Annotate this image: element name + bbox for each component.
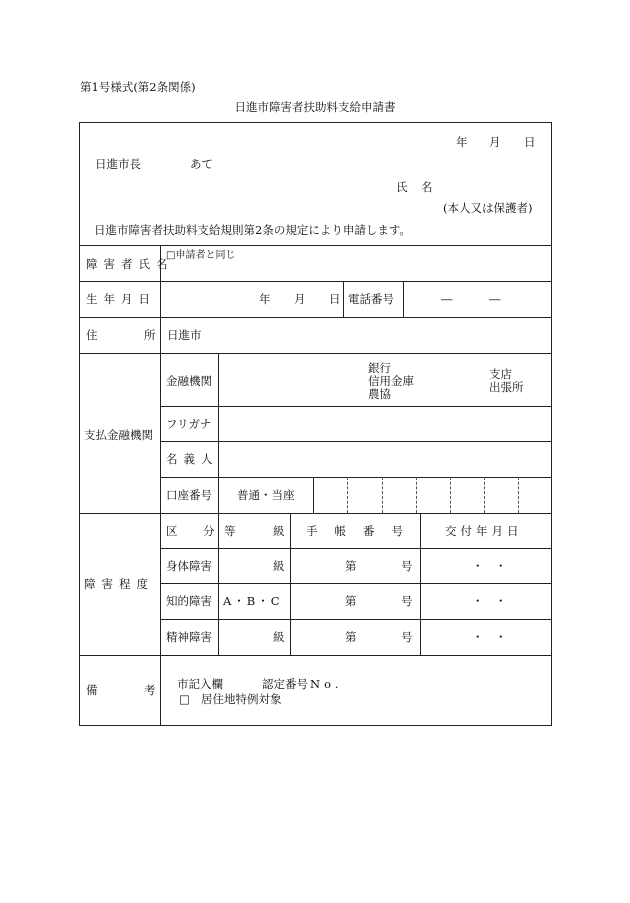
physical-go: 号 (401, 559, 413, 573)
intellectual-dai: 第 (345, 594, 357, 608)
col-grade-a: 等 (224, 524, 236, 538)
applicant-name-mei: 名 (421, 180, 433, 194)
col-issue-date: 交付年月日 (445, 524, 523, 538)
mental-go: 号 (401, 630, 413, 644)
intellectual-grade[interactable]: A・B・C (223, 594, 282, 608)
physical-issue-date: ・ ・ (472, 559, 507, 573)
form-number: 第1号様式(第2条関係) (80, 80, 196, 94)
remarks-label-a: 備 (86, 683, 98, 697)
phone-dash-1: ― (441, 292, 453, 306)
account-type[interactable]: 普通・当座 (237, 488, 295, 502)
addressee: 日進市長 (95, 157, 141, 171)
furigana-label: フリガナ (166, 417, 212, 431)
intellectual-go: 号 (401, 594, 413, 608)
cert-number-label: 認定番号 (262, 677, 308, 691)
cert-no: No. (310, 677, 343, 691)
birth-day: 日 (329, 292, 341, 306)
bank-type-0: 銀行 (368, 361, 391, 375)
address-label-b: 所 (144, 328, 156, 342)
form-title: 日進市障害者扶助料支給申請書 (234, 100, 396, 114)
col-grade-b: 級 (273, 524, 285, 538)
physical-grade: 級 (273, 559, 285, 573)
bank-type-2: 農協 (368, 387, 391, 401)
disability-type-physical: 身体障害 (166, 559, 212, 573)
applicant-note: (本人又は保護者) (443, 201, 533, 215)
disability-type-intellectual: 知的障害 (166, 594, 212, 608)
address-value[interactable]: 日進市 (167, 328, 202, 342)
mental-dai: 第 (345, 630, 357, 644)
header-day: 日 (524, 135, 536, 149)
residence-checkbox[interactable]: □ (179, 692, 190, 706)
branch-type-0: 支店 (489, 367, 512, 381)
mental-grade: 級 (273, 630, 285, 644)
disabled-name-label: 障害者氏名 (86, 257, 174, 271)
city-entry-label: 市記入欄 (177, 677, 223, 691)
same-as-applicant-checkbox[interactable]: □申請者と同じ (166, 250, 236, 261)
phone-label: 電話番号 (348, 292, 394, 306)
col-kubun-a: 区 (166, 524, 178, 538)
birth-year: 年 (259, 292, 271, 306)
header-month: 月 (489, 135, 501, 149)
birth-date-label: 生年月日 (86, 292, 156, 306)
account-number-label: 口座番号 (166, 488, 212, 502)
application-statement: 日進市障害者扶助料支給規則第2条の規定により申請します。 (94, 223, 411, 237)
birth-month: 月 (294, 292, 306, 306)
remarks-label-b: 考 (144, 683, 156, 697)
account-holder-label: 名義人 (166, 452, 219, 466)
institution-label: 金融機関 (166, 374, 212, 388)
physical-dai: 第 (345, 559, 357, 573)
intellectual-issue-date: ・ ・ (472, 594, 507, 608)
mental-issue-date: ・ ・ (472, 630, 507, 644)
header-year: 年 (456, 135, 468, 149)
bank-section-label: 支払金融機関 (84, 428, 153, 442)
col-kubun-b: 分 (203, 524, 215, 538)
col-techo-number: 手帳番号 (306, 524, 420, 538)
disability-section-label: 障害程度 (84, 577, 154, 591)
addressee-ate: あて (190, 157, 213, 171)
applicant-name-shi: 氏 (396, 180, 408, 194)
address-label-a: 住 (86, 328, 98, 342)
residence-special-label: 居住地特例対象 (201, 692, 282, 706)
bank-type-1: 信用金庫 (368, 374, 414, 388)
phone-dash-2: ― (489, 292, 501, 306)
disability-type-mental: 精神障害 (166, 630, 212, 644)
branch-type-1: 出張所 (489, 380, 524, 394)
